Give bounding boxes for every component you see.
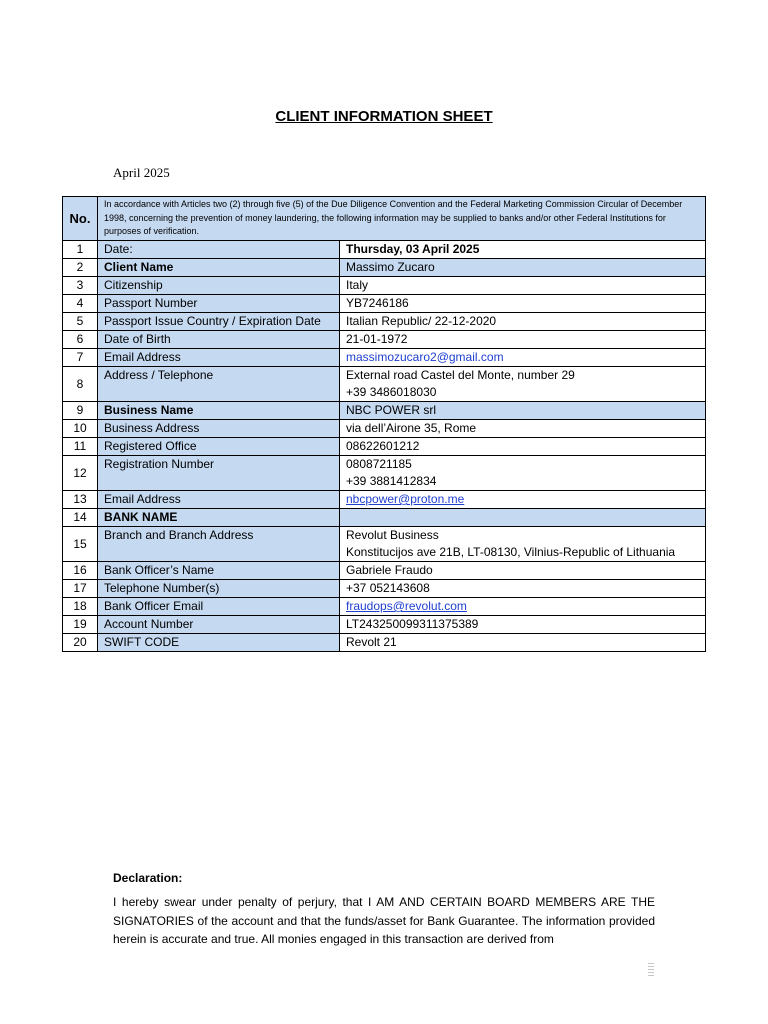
row-value: Thursday, 03 April 2025	[340, 241, 706, 259]
row-value: YB7246186	[340, 295, 706, 313]
row-label: Branch and Branch Address	[98, 527, 340, 562]
row-label: BANK NAME	[98, 509, 340, 527]
row-value	[340, 527, 706, 562]
row-number: 20	[63, 634, 98, 652]
row-value: +37 052143608	[340, 580, 706, 598]
row-value	[340, 456, 706, 491]
table-row	[63, 402, 706, 420]
table-header-row	[63, 197, 706, 241]
row-label: Telephone Number(s)	[98, 580, 340, 598]
row-value	[340, 349, 706, 367]
row-value: Italy	[340, 277, 706, 295]
row-number: 18	[63, 598, 98, 616]
row-number: 12	[63, 456, 98, 491]
header-no: No.	[63, 197, 98, 241]
row-number: 14	[63, 509, 98, 527]
row-value: Massimo Zucaro	[340, 259, 706, 277]
registration-line: 0808721185	[346, 457, 412, 471]
table-row	[63, 491, 706, 509]
row-value	[340, 509, 706, 527]
row-value	[340, 367, 706, 402]
document-date: April 2025	[113, 165, 170, 180]
business-email-link[interactable]: nbcpower@proton.me	[346, 492, 465, 506]
row-label: Passport Issue Country / Expiration Date	[98, 313, 340, 331]
table-row	[63, 598, 706, 616]
row-label: Business Address	[98, 420, 340, 438]
table-row	[63, 331, 706, 349]
table-row	[63, 313, 706, 331]
row-value: 21-01-1972	[340, 331, 706, 349]
row-number: 3	[63, 277, 98, 295]
row-number: 6	[63, 331, 98, 349]
table-row	[63, 241, 706, 259]
row-number: 13	[63, 491, 98, 509]
row-label: Date of Birth	[98, 331, 340, 349]
row-label: Address / Telephone	[98, 367, 340, 402]
client-email-link[interactable]: massimozucaro2@gmail.com	[346, 350, 504, 364]
table-row	[63, 509, 706, 527]
table-row	[63, 634, 706, 652]
declaration-text: I hereby swear under penalty of perjury, that I AM AND CERTAIN BOARD MEMBERS ARE THE SIGNATORIES of the account and that the funds/asset for Bank Guarantee. The information provided herein is accurate and true. All monies engaged in this transaction are derived from	[113, 895, 655, 946]
telephone-line: +39 3881412834	[346, 474, 437, 488]
table-row	[63, 349, 706, 367]
row-label: Registration Number	[98, 456, 340, 491]
row-number: 7	[63, 349, 98, 367]
row-value: 08622601212	[340, 438, 706, 456]
row-label: Email Address	[98, 349, 340, 367]
row-label: Date:	[98, 241, 340, 259]
row-number: 15	[63, 527, 98, 562]
row-number: 5	[63, 313, 98, 331]
table-row	[63, 562, 706, 580]
row-number: 9	[63, 402, 98, 420]
table-row	[63, 420, 706, 438]
row-number: 4	[63, 295, 98, 313]
row-label: Bank Officer Email	[98, 598, 340, 616]
table-row	[63, 367, 706, 402]
header-intro: In accordance with Articles two (2) through five (5) of the Due Diligence Convention and the Federal Marketing Commission Circular of December 1998, concerning the prevention of money laundering, the following information may be supplied to banks and/or other Federal Institutions for purposes of verification.	[98, 197, 706, 241]
bank-address-line: Konstitucijos ave 21B, LT-08130, Vilnius-Republic of Lithuania	[346, 545, 676, 559]
row-number: 1	[63, 241, 98, 259]
row-value: LT243250099311375389	[340, 616, 706, 634]
row-label: Registered Office	[98, 438, 340, 456]
row-label: Passport Number	[98, 295, 340, 313]
row-number: 17	[63, 580, 98, 598]
table-row	[63, 438, 706, 456]
row-value: via dell’Airone 35, Rome	[340, 420, 706, 438]
table-row	[63, 277, 706, 295]
row-label: Client Name	[98, 259, 340, 277]
address-line: External road Castel del Monte, number 29	[346, 368, 575, 382]
row-value	[340, 598, 706, 616]
row-label: Citizenship	[98, 277, 340, 295]
row-value: NBC POWER srl	[340, 402, 706, 420]
row-number: 8	[63, 367, 98, 402]
page-mark-icon	[647, 962, 655, 978]
table-row	[63, 527, 706, 562]
bank-name-line: Revolut Business	[346, 528, 439, 542]
row-label: Business Name	[98, 402, 340, 420]
table-row	[63, 295, 706, 313]
bank-officer-email-link[interactable]: fraudops@revolut.com	[346, 599, 467, 613]
row-value: Revolt 21	[340, 634, 706, 652]
declaration-title: Declaration:	[113, 871, 183, 885]
row-number: 10	[63, 420, 98, 438]
row-number: 16	[63, 562, 98, 580]
row-label: Account Number	[98, 616, 340, 634]
page-title: CLIENT INFORMATION SHEET	[275, 108, 493, 125]
row-value: Gabriele Fraudo	[340, 562, 706, 580]
row-label: SWIFT CODE	[98, 634, 340, 652]
row-number: 19	[63, 616, 98, 634]
row-number: 11	[63, 438, 98, 456]
row-value: Italian Republic/ 22-12-2020	[340, 313, 706, 331]
table-row	[63, 259, 706, 277]
table-row	[63, 580, 706, 598]
table-row	[63, 616, 706, 634]
row-label: Bank Officer’s Name	[98, 562, 340, 580]
telephone-line: +39 3486018030	[346, 385, 437, 399]
row-label: Email Address	[98, 491, 340, 509]
row-number: 2	[63, 259, 98, 277]
row-value	[340, 491, 706, 509]
table-row	[63, 456, 706, 491]
client-info-table	[62, 196, 706, 652]
